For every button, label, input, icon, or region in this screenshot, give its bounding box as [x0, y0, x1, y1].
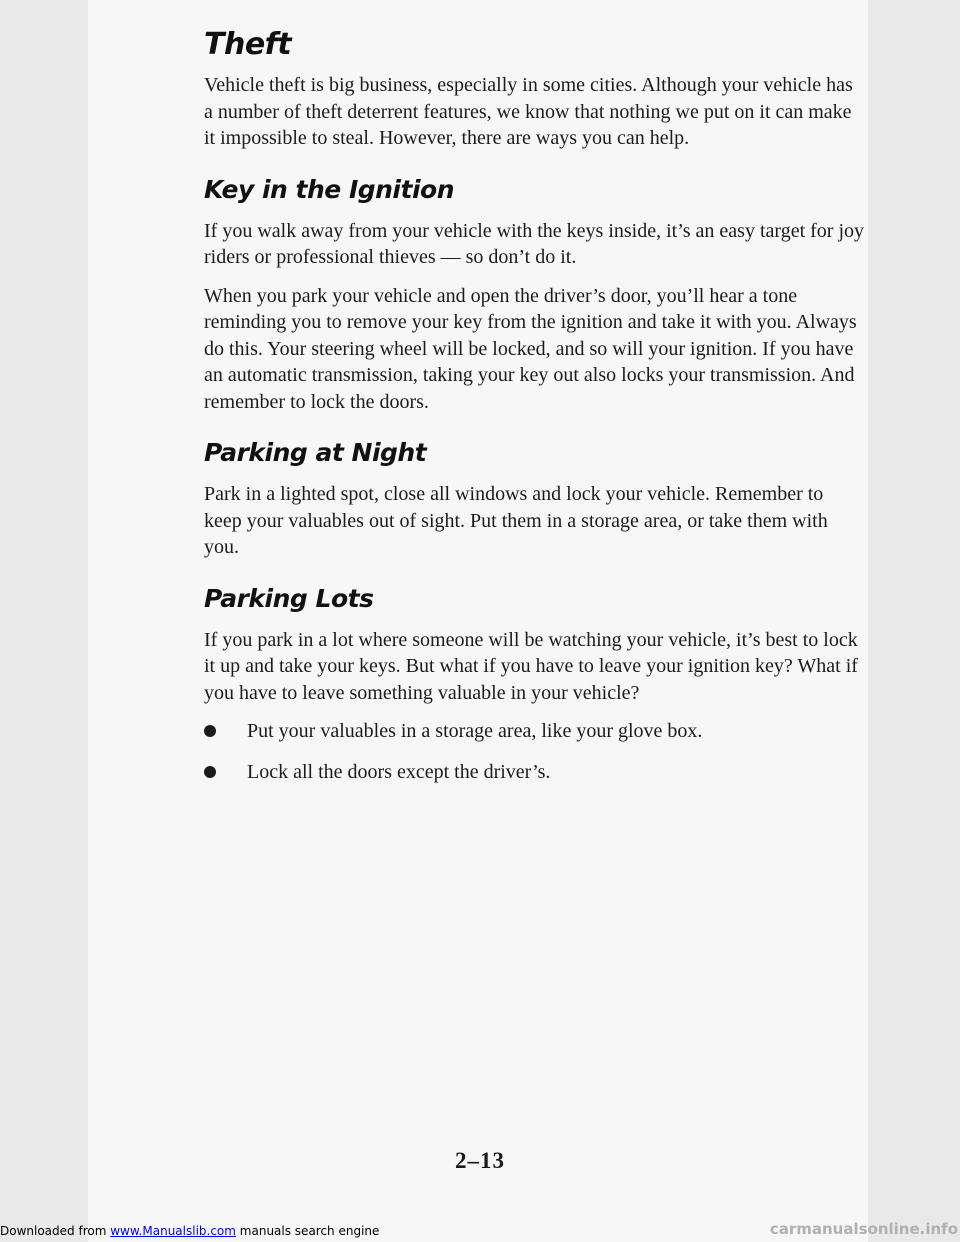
bullet-list	[204, 718, 866, 785]
list-item-text: Lock all the doors except the driver’s.	[247, 760, 551, 783]
intro-paragraph: Vehicle theft is big business, especially in some cities. Although your vehicle has a number of theft deterrent features, we know that nothing we put on it can make it impossible to steal. However, there are ways you can help.	[204, 74, 853, 149]
page-number: 2–13	[455, 1148, 505, 1173]
section-paragraph: If you park in a lot where someone will be watching your vehicle, it’s best to lock it up and take your keys. But what if you have to leave your ignition key? What if you have to leave something valuable in your vehicle?	[204, 628, 858, 704]
section-heading-key-in-ignition: Key in the Ignition	[204, 174, 454, 204]
section-paragraph: When you park your vehicle and open the driver’s door, you’ll hear a tone reminding you to remove your key from the ignition and take it with you. Always do this. Your steering wheel will be locked, and so will your ignition. If you have an automatic transmission, taking your key out also locks your transmission. And remember to lock the doors.	[204, 284, 857, 413]
footer-prefix: Downloaded from	[0, 1224, 107, 1238]
watermark-text: carmanualsonline.info	[769, 1220, 958, 1238]
bullet-icon	[204, 766, 216, 778]
footer-suffix: manuals search engine	[239, 1224, 380, 1238]
section-heading-parking-at-night: Parking at Night	[204, 438, 427, 467]
page-title: Theft	[204, 27, 292, 62]
section-paragraph: If you walk away from your vehicle with the keys inside, it’s an easy target for joy riders or professional thieves — so don’t do it.	[204, 219, 865, 268]
list-item-text: Put your valuables in a storage area, like your glove box.	[247, 720, 703, 742]
bullet-icon	[204, 725, 216, 737]
list-item	[204, 759, 866, 786]
section-heading-parking-lots: Parking Lots	[204, 583, 374, 613]
download-footer	[0, 1224, 379, 1238]
manualslib-link[interactable]: www.Manualslib.com	[110, 1224, 236, 1238]
list-item	[204, 718, 866, 745]
page-content	[204, 22, 866, 799]
section-paragraph: Park in a lighted spot, close all windows and lock your vehicle. Remember to keep your valuables out of sight. Put them in a storage area, or take them with you.	[204, 483, 828, 558]
